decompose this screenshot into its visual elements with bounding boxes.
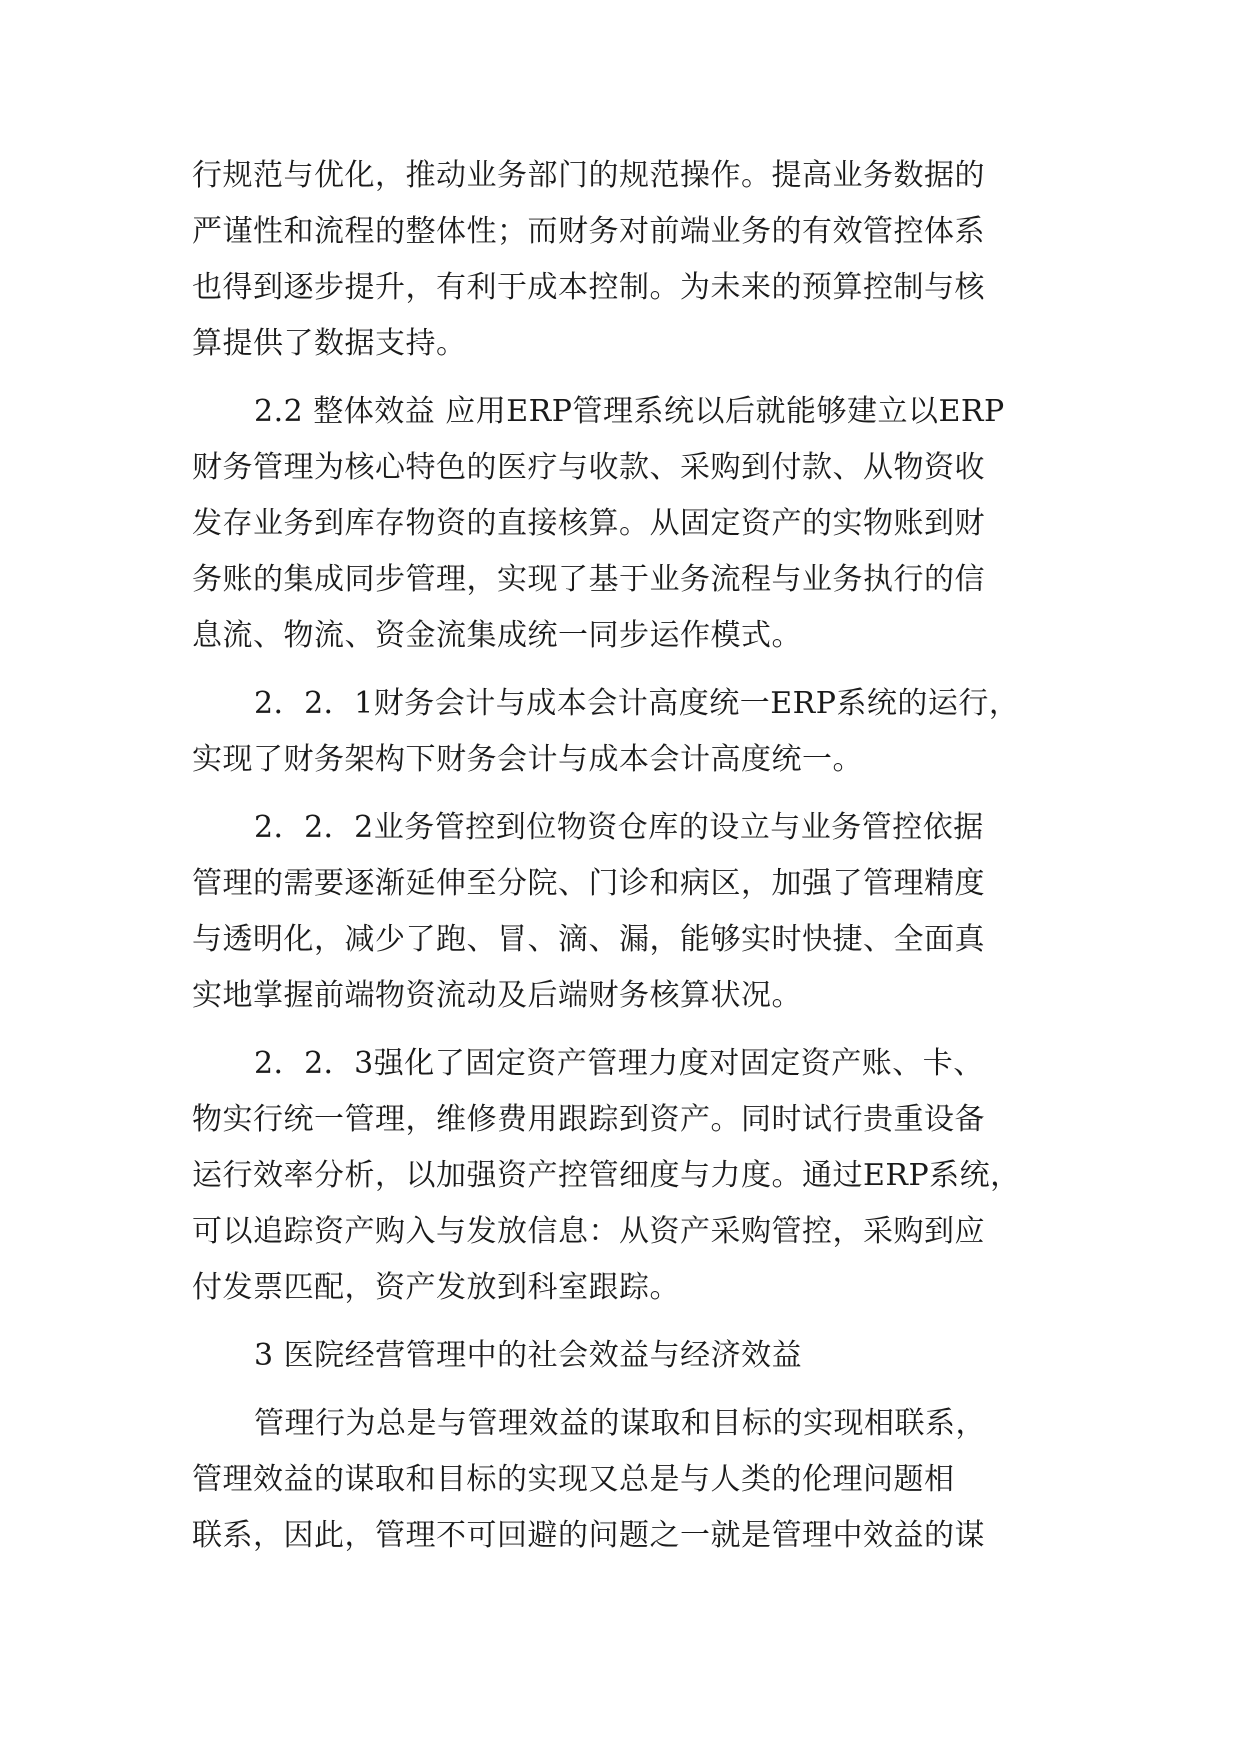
text-line: 运行效率分析，以加强资产控管细度与力度。通过ERP系统， (192, 1158, 1021, 1193)
text-line: 息流、物流、资金流集成统一同步运作模式。 (192, 618, 802, 653)
section-heading-2-2: 2.2 整体效益 应用ERP管理系统以后就能够建立以ERP (254, 394, 1005, 429)
text-line: 发存业务到库存物资的直接核算。从固定资产的实物账到财 (192, 506, 985, 541)
section-heading-2-2-1: 2．2．1财务会计与成本会计高度统一ERP系统的运行， (254, 686, 1020, 721)
paragraph-start: 管理行为总是与管理效益的谋取和目标的实现相联系， (254, 1406, 986, 1441)
text-line: 管理效益的谋取和目标的实现又总是与人类的伦理问题相 (192, 1462, 955, 1497)
text-line: 付发票匹配，资产发放到科室跟踪。 (192, 1270, 680, 1305)
text-line: 与透明化，减少了跑、冒、滴、漏，能够实时快捷、全面真 (192, 922, 985, 957)
text-line: 物实行统一管理，维修费用跟踪到资产。同时试行贵重设备 (192, 1102, 985, 1137)
text-line: 也得到逐步提升，有利于成本控制。为未来的预算控制与核 (192, 270, 985, 305)
text-line: 实地掌握前端物资流动及后端财务核算状况。 (192, 978, 802, 1013)
text-line: 管理的需要逐渐延伸至分院、门诊和病区，加强了管理精度 (192, 866, 985, 901)
text-line: 财务管理为核心特色的医疗与收款、采购到付款、从物资收 (192, 450, 985, 485)
text-line: 可以追踪资产购入与发放信息：从资产采购管控，采购到应 (192, 1214, 985, 1249)
text-line: 行规范与优化，推动业务部门的规范操作。提高业务数据的 (192, 158, 985, 193)
text-line: 联系，因此，管理不可回避的问题之一就是管理中效益的谋 (192, 1518, 985, 1553)
text-line: 务账的集成同步管理，实现了基于业务流程与业务执行的信 (192, 562, 985, 597)
text-line: 算提供了数据支持。 (192, 326, 467, 361)
text-line: 实现了财务架构下财务会计与成本会计高度统一。 (192, 742, 863, 777)
section-heading-2-2-2: 2．2．2业务管控到位物资仓库的设立与业务管控依据 (254, 810, 984, 845)
section-heading-2-2-3: 2．2．3强化了固定资产管理力度对固定资产账、卡、 (254, 1046, 984, 1081)
section-heading-3: 3 医院经营管理中的社会效益与经济效益 (254, 1338, 803, 1373)
text-line: 严谨性和流程的整体性；而财务对前端业务的有效管控体系 (192, 214, 985, 249)
